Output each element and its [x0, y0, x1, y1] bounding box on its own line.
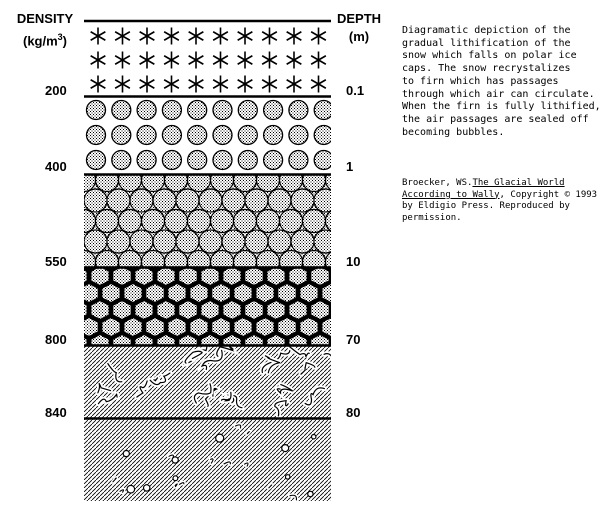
- snowflake-icon: [287, 52, 302, 69]
- firn-grain: [303, 169, 326, 192]
- snow-grain: [264, 101, 283, 120]
- ice-grain: [234, 284, 252, 303]
- ice-grain: [146, 318, 164, 337]
- citation-line: [402, 190, 607, 202]
- density-label: 800: [45, 332, 67, 347]
- ice-grain: [135, 301, 153, 320]
- firn-grain: [245, 189, 268, 212]
- snow-grain: [264, 151, 283, 170]
- snow-grain: [188, 126, 207, 145]
- description-line: caps. The snow recrystalizes: [402, 63, 571, 75]
- air-bubble: [282, 445, 289, 452]
- firn-grain: [280, 210, 303, 233]
- air-bubble: [127, 485, 135, 493]
- ice-grain: [201, 267, 219, 286]
- firn-grain: [73, 210, 96, 233]
- air-bubble: [144, 485, 150, 491]
- layer-granular-snow: [87, 101, 334, 170]
- ice-grain: [124, 318, 142, 337]
- firn-grain: [245, 230, 268, 253]
- snow-grain: [87, 151, 106, 170]
- snowflake-icon: [189, 52, 204, 69]
- description-line: becoming bubbles.: [402, 126, 505, 138]
- layer-glacial-ice-bubbles: [84, 419, 331, 501]
- firn-grain: [234, 210, 257, 233]
- depth-label: 10: [346, 254, 361, 269]
- firn-grain: [257, 210, 280, 233]
- snowflake-icon: [164, 76, 179, 93]
- snowflake-icon: [311, 52, 326, 69]
- snowflake-icon: [115, 76, 130, 93]
- firn-grain: [130, 189, 153, 212]
- firn-grain: [96, 169, 119, 192]
- ice-grain: [124, 284, 142, 303]
- layer-firn: [73, 169, 349, 274]
- snow-grain: [112, 101, 131, 120]
- ice-grain: [333, 301, 351, 320]
- depth-label: 1: [346, 159, 354, 174]
- firn-grain: [142, 210, 165, 233]
- ice-grain: [80, 318, 98, 337]
- ice-grain: [322, 318, 340, 337]
- firn-grain: [314, 230, 337, 253]
- ice-grain: [267, 267, 285, 286]
- ice-grain: [212, 284, 230, 303]
- firn-grain: [257, 169, 280, 192]
- snow-grain: [264, 126, 283, 145]
- citation-line: [402, 178, 607, 190]
- snow-grain: [162, 151, 181, 170]
- snowflake-icon: [164, 52, 179, 69]
- ice-grain: [300, 318, 318, 337]
- ice-grain: [190, 318, 208, 337]
- ice-grain: [168, 284, 186, 303]
- citation-title-cont: According to Wally: [402, 189, 500, 200]
- ice-grain: [113, 267, 131, 286]
- ice-grain: [135, 267, 153, 286]
- ice-grain: [278, 284, 296, 303]
- snowflake-icon: [262, 76, 277, 93]
- snowflake-icon: [91, 52, 106, 69]
- firn-grain: [119, 210, 142, 233]
- air-bubble: [308, 491, 313, 496]
- snow-grain: [137, 126, 156, 145]
- snowflake-icon: [238, 28, 253, 45]
- firn-grain: [153, 230, 176, 253]
- firn-grain: [314, 189, 337, 212]
- density-label: 840: [45, 405, 67, 420]
- firn-grain: [303, 210, 326, 233]
- depth-label: 80: [346, 405, 361, 420]
- snowflake-icon: [115, 52, 130, 69]
- ice-grain: [168, 318, 186, 337]
- snowflake-icon: [311, 76, 326, 93]
- layer-glacial-ice-channels: [84, 342, 343, 419]
- density-header-title: DENSITY: [16, 11, 74, 26]
- density-label: 400: [45, 159, 67, 174]
- depth-header-unit: (m): [348, 29, 370, 44]
- density-header: [10, 10, 80, 50]
- density-label: 200: [45, 83, 67, 98]
- firn-grain: [268, 189, 291, 212]
- ice-grain: [179, 267, 197, 286]
- description-line: through which air can circulate.: [402, 88, 595, 100]
- firn-grain: [176, 230, 199, 253]
- ice-grain: [289, 267, 307, 286]
- density-header-unit: $(kg/m^3)$: [22, 32, 68, 49]
- snowflake-icon: [140, 28, 155, 45]
- ice-grain: [69, 267, 87, 286]
- ice-grain: [322, 284, 340, 303]
- ice-grain: [113, 301, 131, 320]
- firn-grain: [291, 230, 314, 253]
- snow-grain: [112, 126, 131, 145]
- firn-grain: [165, 169, 188, 192]
- snow-grain: [188, 151, 207, 170]
- ice-grain: [80, 284, 98, 303]
- ice-grain: [190, 284, 208, 303]
- snowflake-icon: [213, 76, 228, 93]
- description-line: gradual lithification of the: [402, 37, 571, 49]
- firn-grain: [234, 169, 257, 192]
- ice-grain: [146, 284, 164, 303]
- snowflake-icon: [238, 76, 253, 93]
- ice-grain: [102, 318, 120, 337]
- ice-grain: [256, 318, 274, 337]
- firn-grain: [84, 230, 107, 253]
- snow-grain: [289, 126, 308, 145]
- snowflake-icon: [189, 28, 204, 45]
- description-line: When the firn is fully lithified,: [402, 101, 601, 113]
- snowflake-icon: [262, 52, 277, 69]
- ice-grain: [278, 318, 296, 337]
- ice-grain: [179, 301, 197, 320]
- firn-grain: [96, 210, 119, 233]
- snowflake-icon: [213, 28, 228, 45]
- layer-fresh-snow: [91, 28, 326, 93]
- snowflake-icon: [140, 76, 155, 93]
- firn-grain: [188, 210, 211, 233]
- description-line: the air passages are sealed off: [402, 113, 589, 125]
- snow-grain: [137, 101, 156, 120]
- snow-grain: [238, 126, 257, 145]
- citation-line: permission.: [402, 212, 462, 223]
- firn-grain: [291, 189, 314, 212]
- snow-grain: [238, 101, 257, 120]
- air-bubble: [172, 457, 178, 463]
- snowflake-icon: [189, 76, 204, 93]
- firn-grain: [280, 169, 303, 192]
- air-bubble: [286, 475, 290, 479]
- firn-grain: [119, 169, 142, 192]
- firn-grain: [73, 169, 96, 192]
- ice-grain: [212, 318, 230, 337]
- ice-grain: [91, 267, 109, 286]
- depth-header-title: DEPTH: [336, 11, 382, 26]
- citation-title: The Glacial World: [472, 178, 565, 188]
- air-bubble: [123, 451, 129, 457]
- firn-grain: [153, 189, 176, 212]
- snow-grain: [112, 151, 131, 170]
- layer-compacted-firn: [69, 267, 351, 354]
- snow-grain: [162, 126, 181, 145]
- ice-grain: [234, 318, 252, 337]
- citation-copyright: , Copyright © 1993: [499, 189, 598, 200]
- firn-grain: [142, 169, 165, 192]
- firn-grain: [107, 230, 130, 253]
- snowflake-icon: [91, 28, 106, 45]
- density-label: 550: [45, 254, 67, 269]
- ice-grain: [223, 301, 241, 320]
- description-line: snow which falls on polar ice: [402, 50, 577, 62]
- ice-grain: [245, 267, 263, 286]
- snow-grain: [314, 126, 333, 145]
- firn-grain: [268, 230, 291, 253]
- firn-grain: [199, 189, 222, 212]
- description: [402, 25, 607, 139]
- ice-grain: [223, 267, 241, 286]
- snow-grain: [87, 126, 106, 145]
- snowflake-icon: [238, 52, 253, 69]
- firn-grain: [211, 169, 234, 192]
- snow-grain: [314, 151, 333, 170]
- snow-grain: [289, 101, 308, 120]
- ice-grain: [157, 267, 175, 286]
- firn-grain: [176, 189, 199, 212]
- ice-grain: [267, 301, 285, 320]
- firn-grain: [84, 189, 107, 212]
- firn-grain: [130, 230, 153, 253]
- air-bubble: [312, 435, 316, 439]
- firn-grain: [165, 210, 188, 233]
- firn-grain: [222, 189, 245, 212]
- snowflake-icon: [140, 52, 155, 69]
- ice-grain: [157, 301, 175, 320]
- snow-grain: [289, 151, 308, 170]
- ice-grain: [289, 301, 307, 320]
- snow-grain: [213, 151, 232, 170]
- snowflake-icon: [164, 28, 179, 45]
- citation: [402, 178, 607, 224]
- description-line: Diagramatic depiction of the: [402, 25, 571, 36]
- snow-grain: [213, 101, 232, 120]
- depth-label: 70: [346, 332, 361, 347]
- snowflake-icon: [213, 52, 228, 69]
- ice-grain: [333, 267, 351, 286]
- depth-header: [334, 10, 384, 46]
- snow-grain: [162, 101, 181, 120]
- firn-grain: [326, 210, 349, 233]
- firn-grain: [211, 210, 234, 233]
- firn-grain: [188, 169, 211, 192]
- ice-grain: [69, 301, 87, 320]
- ice-grain: [201, 301, 219, 320]
- ice-grain: [91, 301, 109, 320]
- snow-grain: [87, 101, 106, 120]
- firn-grain: [107, 189, 130, 212]
- firn-grain: [222, 230, 245, 253]
- snowflake-icon: [311, 28, 326, 45]
- firn-grain: [199, 230, 222, 253]
- ice-grain: [300, 284, 318, 303]
- snow-grain: [137, 151, 156, 170]
- depth-label: 0.1: [346, 83, 365, 98]
- snowflake-icon: [287, 76, 302, 93]
- snow-grain: [314, 101, 333, 120]
- citation-line: by Eldigio Press. Reproduced by: [402, 201, 570, 211]
- snow-grain: [188, 101, 207, 120]
- citation-author: Broecker, WS.: [402, 178, 473, 188]
- snow-grain: [238, 151, 257, 170]
- ice-grain: [311, 267, 329, 286]
- snowflake-icon: [115, 28, 130, 45]
- ice-grain: [245, 301, 263, 320]
- ice-grain: [311, 301, 329, 320]
- snow-grain: [213, 126, 232, 145]
- snowflake-icon: [91, 76, 106, 93]
- air-bubble: [173, 476, 178, 481]
- ice-grain: [256, 284, 274, 303]
- description-line: to firn which has passages: [402, 75, 559, 87]
- snowflake-icon: [287, 28, 302, 45]
- air-bubble: [216, 434, 224, 442]
- ice-grain: [102, 284, 120, 303]
- snowflake-icon: [262, 28, 277, 45]
